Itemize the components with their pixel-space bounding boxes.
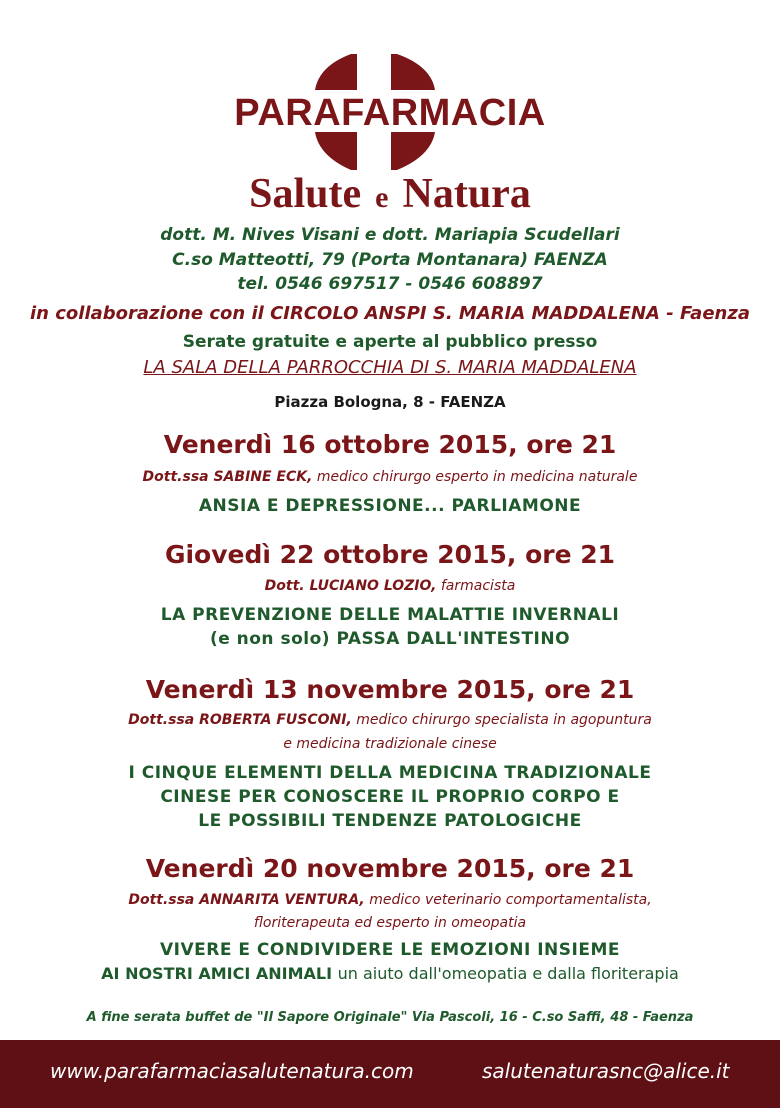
event-2-topic-line-1: LA PREVENZIONE DELLE MALATTIE INVERNALI — [160, 605, 620, 625]
phone-line: tel. 0546 697517 - 0546 608897 — [237, 274, 543, 294]
event-2-speaker-role: farmacista — [440, 578, 516, 594]
event-2-speaker-name: Dott. LUCIANO LOZIO, — [264, 578, 437, 594]
event-4-topic-line-2 — [0, 963, 780, 985]
brand-subtitle — [0, 170, 780, 218]
event-4-topic-highlight: AI NOSTRI AMICI ANIMALI — [101, 964, 333, 983]
event-4-topic-line-1: VIVERE E CONDIVIDERE LE EMOZIONI INSIEME — [159, 940, 620, 960]
event-4-topic-rest: un aiuto dall'omeopatia e dalla floriterapia — [337, 964, 679, 983]
event-4-date: Venerdì 20 novembre 2015, ore 21 — [145, 854, 635, 883]
event-3-speaker-name: Dott.ssa ROBERTA FUSCONI, — [128, 712, 352, 728]
event-4-speaker-role-2: floriterapeuta ed esperto in omeopatia — [253, 915, 527, 931]
doctors-line: dott. M. Nives Visani e dott. Mariapia Scudellari — [160, 225, 620, 245]
event-2-date: Giovedì 22 ottobre 2015, ore 21 — [164, 540, 616, 569]
event-2-topic-line-2: (e non solo) PASSA DALL'INTESTINO — [209, 629, 571, 649]
brand-sub-mid: e — [375, 181, 389, 214]
address-line: C.so Matteotti, 79 (Porta Montanara) FAENZA — [172, 250, 608, 270]
event-3-topic-line-1: I CINQUE ELEMENTI DELLA MEDICINA TRADIZIONALE — [128, 763, 652, 783]
buffet-line: A fine serata buffet de "Il Sapore Originale" Via Pascoli, 16 - C.so Saffi, 48 - Faenza — [86, 1010, 694, 1025]
event-4-speaker-role: medico veterinario comportamentalista, — [369, 892, 652, 908]
event-1-speaker — [0, 469, 780, 485]
brand-sub-right: Natura — [402, 171, 531, 217]
brand-name: PARAFARMACIA — [234, 92, 546, 134]
venue-address: Piazza Bologna, 8 - FAENZA — [274, 393, 506, 411]
brand-sub-left: Salute — [249, 171, 362, 217]
website-link[interactable]: www.parafarmaciasalutenatura.com — [50, 1059, 414, 1083]
event-4-speaker-name: Dott.ssa ANNARITA VENTURA, — [128, 892, 365, 908]
event-1-date: Venerdì 16 ottobre 2015, ore 21 — [163, 430, 617, 459]
event-4-speaker — [0, 892, 780, 908]
event-3-topic-line-3: LE POSSIBILI TENDENZE PATOLOGICHE — [198, 811, 582, 831]
event-3-date: Venerdì 13 novembre 2015, ore 21 — [145, 675, 635, 704]
email-link[interactable]: salutenaturasnc@alice.it — [482, 1059, 730, 1083]
event-3-speaker-role: medico chirurgo specialista in agopuntura — [356, 712, 652, 728]
venue-line: LA SALA DELLA PARROCCHIA DI S. MARIA MADDALENA — [143, 357, 637, 378]
event-3-speaker-role-2: e medicina tradizionale cinese — [283, 736, 497, 752]
event-1-topic: ANSIA E DEPRESSIONE... PARLIAMONE — [198, 496, 582, 516]
event-1-speaker-name: Dott.ssa SABINE ECK, — [142, 469, 313, 485]
event-2-speaker — [0, 578, 780, 594]
serate-line: Serate gratuite e aperte al pubblico presso — [182, 332, 598, 352]
event-3-topic-line-2: CINESE PER CONOSCERE IL PROPRIO CORPO E — [160, 787, 620, 807]
event-3-speaker — [0, 712, 780, 728]
event-1-speaker-role: medico chirurgo esperto in medicina naturale — [316, 469, 638, 485]
collab-line: in collaborazione con il CIRCOLO ANSPI S. MARIA MADDALENA - Faenza — [30, 303, 750, 324]
